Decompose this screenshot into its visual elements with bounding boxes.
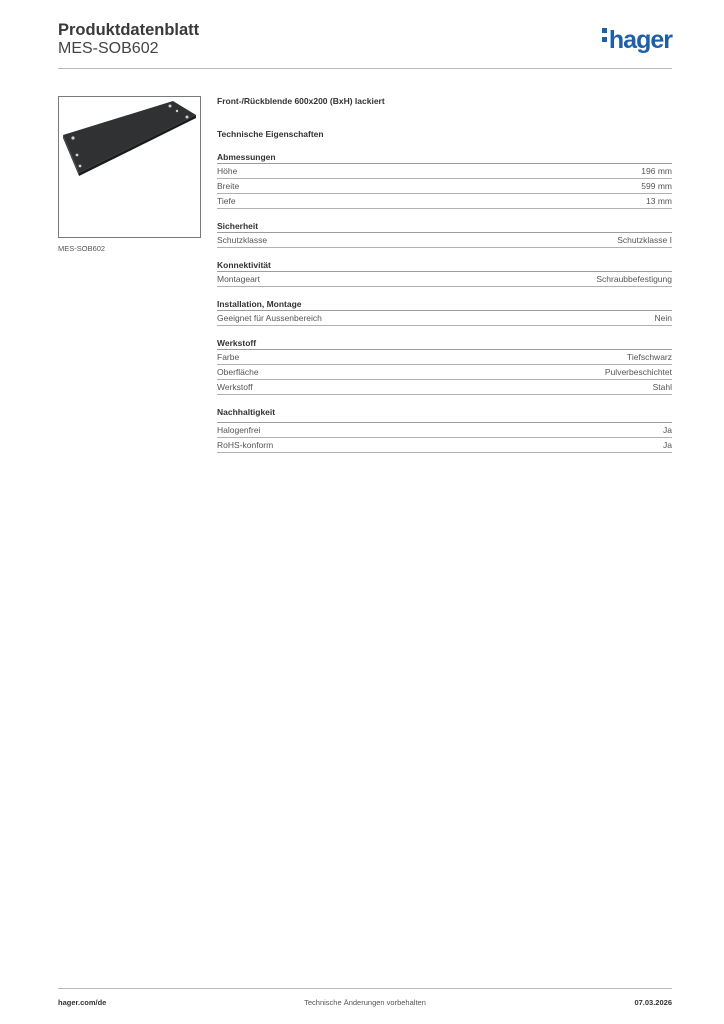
spec-label: Schutzklasse xyxy=(217,235,268,245)
logo-text: hager xyxy=(608,26,672,54)
section-title: Sicherheit xyxy=(217,220,672,233)
spec-label: RoHS-konform xyxy=(217,440,274,450)
footer-website-link[interactable]: hager.com/de xyxy=(58,998,107,1007)
hager-logo xyxy=(602,26,672,54)
tech-properties-title: Technische Eigenschaften xyxy=(217,129,324,139)
spec-row xyxy=(217,194,672,209)
spec-row xyxy=(217,233,672,248)
spec-value: Schutzklasse I xyxy=(617,235,672,245)
spec-value: Stahl xyxy=(652,382,672,392)
section-sicherheit xyxy=(217,220,672,248)
spec-label: Farbe xyxy=(217,352,240,362)
spec-value: 196 mm xyxy=(641,166,672,176)
spec-row xyxy=(217,350,672,365)
spec-label: Oberfläche xyxy=(217,367,259,377)
section-title: Konnektivität xyxy=(217,259,672,272)
product-description: Front-/Rückblende 600x200 (BxH) lackiert xyxy=(217,96,385,106)
spec-label: Geeignet für Aussenbereich xyxy=(217,313,322,323)
footer-date: 07.03.2026 xyxy=(634,998,672,1007)
section-title: Installation, Montage xyxy=(217,298,672,311)
panel-plate-icon xyxy=(59,97,200,237)
spec-value: Ja xyxy=(663,440,672,450)
section-title: Abmessungen xyxy=(217,151,672,164)
page-header xyxy=(58,20,672,68)
section-konnektivitaet xyxy=(217,259,672,287)
footer-divider xyxy=(58,988,672,989)
spec-value: Pulverbeschichtet xyxy=(604,367,672,377)
spec-label: Tiefe xyxy=(217,196,236,206)
spec-row xyxy=(217,423,672,438)
spec-value: 13 mm xyxy=(646,196,672,206)
spec-row xyxy=(217,179,672,194)
spec-label: Höhe xyxy=(217,166,238,176)
spec-value: Ja xyxy=(663,425,672,435)
product-code: MES-SOB602 xyxy=(58,40,159,57)
spec-value: Tiefschwarz xyxy=(626,352,672,362)
spec-row xyxy=(217,365,672,380)
spec-value: Nein xyxy=(654,313,672,323)
section-nachhaltigkeit xyxy=(217,406,672,453)
section-werkstoff xyxy=(217,337,672,395)
image-caption: MES-SOB602 xyxy=(58,244,106,253)
spec-label: Montageart xyxy=(217,274,260,284)
footer-disclaimer: Technische Änderungen vorbehalten xyxy=(304,998,426,1007)
spec-row xyxy=(217,272,672,287)
spec-row xyxy=(217,311,672,326)
spec-row xyxy=(217,164,672,179)
page-title: Produktdatenblatt xyxy=(58,21,200,39)
logo-dots-icon xyxy=(602,24,607,46)
section-abmessungen xyxy=(217,151,672,209)
spec-content xyxy=(217,96,672,464)
spec-row xyxy=(217,380,672,395)
section-title: Werkstoff xyxy=(217,337,672,350)
spec-label: Werkstoff xyxy=(217,382,253,392)
section-title: Nachhaltigkeit xyxy=(217,406,672,423)
section-installation xyxy=(217,298,672,326)
product-image xyxy=(58,96,201,238)
header-divider xyxy=(58,68,672,69)
spec-label: Halogenfrei xyxy=(217,425,261,435)
spec-value: Schraubbefestigung xyxy=(596,274,672,284)
spec-label: Breite xyxy=(217,181,240,191)
spec-row xyxy=(217,438,672,453)
spec-value: 599 mm xyxy=(641,181,672,191)
